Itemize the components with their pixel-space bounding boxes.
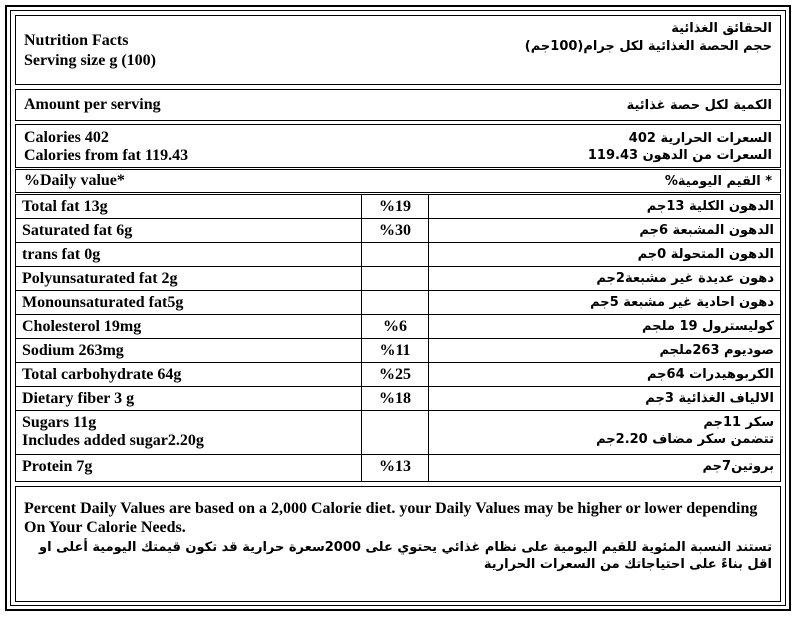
table-row (16, 291, 780, 315)
footnote-en: Percent Daily Values are based on a 2,000 Calorie diet. your Daily Values may be higher or lower depending On Your Calorie Needs. (24, 500, 758, 536)
nutrient-ar: الدهون المشبعة 6جم (639, 223, 774, 238)
nutrient-en: Total fat 13g (22, 198, 108, 215)
calories-en: Calories 402 (24, 129, 109, 146)
daily-value-ar: * القيم اليومية% (664, 174, 772, 189)
nutrient-en: Dietary fiber 3 g (22, 390, 135, 407)
serving-size-ar: حجم الحصة الغذائية لكل جرام(100جم) (524, 39, 772, 54)
nutrient-ar: الالياف الغذائية 3جم (645, 391, 774, 406)
amount-per-serving-en: Amount per serving (24, 96, 161, 113)
sugars-en: Sugars 11g (22, 414, 97, 431)
table-row-protein (16, 455, 780, 481)
nutrient-ar: الدهون الكلية 13جم (646, 199, 774, 214)
nutrient-en: trans fat 0g (22, 246, 101, 263)
table-row (16, 267, 780, 291)
nutrition-label (5, 5, 791, 611)
amount-box (15, 89, 781, 121)
daily-value-percent: %18 (379, 390, 411, 407)
calories-ar: السعرات الحرارية 402 (628, 131, 772, 146)
daily-value-percent: %6 (383, 318, 407, 335)
nutrient-ar: الكربوهيدرات 64جم (646, 367, 774, 382)
daily-value-percent: %25 (379, 366, 411, 383)
header-box (15, 15, 781, 85)
calories-from-fat-en: Calories from fat 119.43 (24, 147, 189, 164)
table-row (16, 387, 780, 411)
daily-value-percent: %30 (379, 222, 411, 239)
serving-size-en: Serving size g (100) (24, 52, 156, 69)
title-ar: الحقائق الغذائية (671, 21, 772, 36)
daily-value-percent: %11 (379, 342, 411, 359)
nutrient-en: Total carbohydrate 64g (22, 366, 182, 383)
label-inner-border (10, 10, 786, 606)
daily-value-en: %Daily value* (24, 172, 125, 189)
footnote-box (15, 486, 781, 602)
sugars-ar: سكر 11جم (703, 415, 774, 430)
nutrient-table (15, 194, 781, 482)
amount-per-serving-ar: الكمية لكل حصة غذائية (626, 98, 772, 113)
protein-daily-value: %13 (379, 458, 411, 475)
added-sugar-en: Includes added sugar2.20g (22, 432, 204, 449)
title-en: Nutrition Facts (24, 32, 129, 49)
table-row (16, 363, 780, 387)
table-row (16, 339, 780, 363)
table-row (16, 219, 780, 243)
table-row (16, 315, 780, 339)
daily-value-box (15, 169, 781, 193)
nutrient-ar: الدهون المتحولة 0جم (637, 247, 774, 262)
nutrient-en: Monounsaturated fat5g (22, 294, 184, 311)
table-row (16, 195, 780, 219)
nutrient-ar: صوديوم 263ملجم (659, 343, 774, 358)
nutrient-en: Saturated fat 6g (22, 222, 133, 239)
nutrient-ar: كوليسترول 19 ملجم (642, 319, 774, 334)
calories-box (15, 124, 781, 168)
protein-ar: بروتين7جم (702, 459, 774, 474)
nutrient-en: Polyunsaturated fat 2g (22, 270, 178, 287)
nutrient-ar: دهون احادية غير مشبعة 5جم (590, 295, 774, 310)
calories-from-fat-ar: السعرات من الدهون 119.43 (587, 148, 772, 163)
protein-en: Protein 7g (22, 458, 93, 475)
nutrient-en: Sodium 263mg (22, 342, 124, 359)
nutrient-en: Cholesterol 19mg (22, 318, 142, 335)
footnote-ar: تستند النسبة المئوية للقيم اليومية على نظام غذائي يحتوي على 2000سعرة حرارية قد تكون قيمتك اليومية أعلى او اقل بناءً على احتياجاتك من السعرات الحرارية (39, 540, 772, 572)
nutrient-ar: دهون عديدة غير مشبعة2جم (596, 271, 774, 286)
table-row-sugars (16, 411, 780, 455)
added-sugar-ar: تتضمن سكر مضاف 2.20جم (596, 432, 774, 447)
daily-value-percent: %19 (379, 198, 411, 215)
table-row (16, 243, 780, 267)
